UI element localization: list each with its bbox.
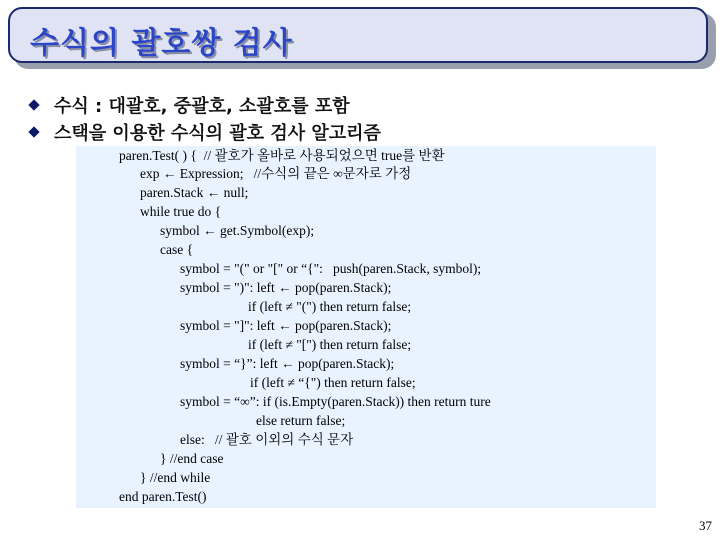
title-box (8, 7, 708, 63)
bullet-item (28, 118, 381, 145)
diamond-bullet-icon (28, 126, 39, 137)
code-line: else return false; (256, 413, 346, 428)
code-line: if (left ≠ "(") then return false; (248, 299, 412, 314)
bullet-text: 수식 : 대괄호, 중괄호, 소괄호를 포함 (54, 95, 350, 117)
code-line: end paren.Test() (119, 489, 207, 504)
slide-title: 수식의 괄호쌍 검사 (30, 26, 293, 61)
code-line: paren.Test( ) { // 괄호가 올바로 사용되었으면 true를 반환 (119, 148, 445, 163)
code-block (76, 146, 656, 508)
bullet-list (28, 91, 381, 145)
code-line: } //end while (140, 470, 211, 485)
code-line: paren.Stack ← null; (140, 185, 249, 200)
code-line: } //end case (160, 451, 224, 466)
code-line: while true do { (140, 204, 222, 219)
code-line: symbol = ")": left ← pop(paren.Stack); (180, 280, 392, 295)
code-line: exp ← Expression; //수식의 끝은 ∞문자로 가정 (140, 166, 412, 181)
page-number: 37 (699, 518, 712, 533)
diamond-bullet-icon (28, 99, 39, 110)
code-line: symbol = “}”: left ← pop(paren.Stack); (180, 356, 395, 371)
code-line: else: // 괄호 이외의 수식 문자 (180, 432, 354, 447)
bullet-text: 스택을 이용한 수식의 괄호 검사 알고리즘 (54, 122, 381, 144)
code-line: symbol = "(" or "[" or “{": push(paren.Stack, symbol); (180, 261, 482, 276)
code-line: if (left ≠ “{") then return false; (250, 375, 416, 390)
code-line: if (left ≠ "[") then return false; (248, 337, 412, 352)
code-line: symbol = “∞”: if (is.Empty(paren.Stack)) then return ture (180, 394, 491, 409)
code-line: symbol ← get.Symbol(exp); (160, 223, 315, 238)
code-line: symbol = "]": left ← pop(paren.Stack); (180, 318, 392, 333)
bullet-item (28, 91, 381, 118)
code-line: case { (160, 242, 194, 257)
